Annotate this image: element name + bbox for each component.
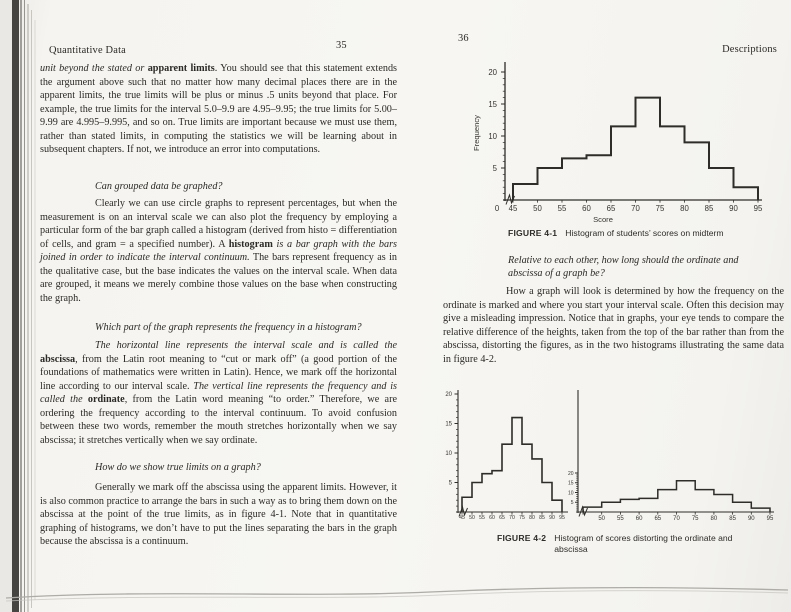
text-run: histogram [228, 238, 273, 250]
chart-tick-label: 80 [529, 515, 535, 521]
chart-tick-label: 5 [448, 480, 452, 487]
histogram-outline [462, 418, 562, 512]
text-run: apparent limits [147, 63, 215, 74]
figure-4-2-left-histogram [445, 390, 568, 521]
chart-tick-label: 90 [729, 204, 738, 213]
chart-tick-label: 95 [559, 515, 565, 521]
text-run: ordinate [87, 394, 125, 405]
chart-tick-label: 20 [488, 67, 497, 77]
chart-tick-label: 65 [499, 515, 505, 521]
chart-tick-label: 65 [654, 516, 662, 522]
chart-tick-label: 60 [635, 516, 643, 522]
page-curl-line [6, 591, 788, 601]
spine-shadow [12, 0, 19, 612]
chart-tick-label: 70 [509, 515, 515, 521]
chart-tick-label: 10 [445, 451, 452, 458]
question-ordinate-length: Relative to each other, how long should the ordinate and abscissa of a graph be? [508, 255, 739, 279]
figure-4-2-caption-text: Histogram of scores distorting the ordinate and abscissa [554, 533, 733, 554]
x-axis-title: Score [593, 215, 613, 224]
text-run: . You should see that this statement extends the argument above such that no matter how many decimal places there are in the apparent limits, the true limits will be plus or minus .5 units beyond that place. For example, the true limits for the interval 5.0–9.9 are 4.95–9.95; the true limits for 5.00–9.99 are 4.995–9.995, and so on. True limits are important because we must use them, rather than stated limits, in computing the statistics we will be learning about in subsequent chapters. If not, we introduce an error into computations. [40, 63, 398, 155]
chart-tick-label: 50 [469, 515, 475, 521]
chart-tick-label: 15 [567, 480, 574, 487]
text-run: Generally we mark off the abscissa using the apparent limits. However, it is also common practice to arrange the bars in such a way as to bring them down on the abscissa at the point of the true limits, as in figure 4-1. Note that in quantitative graphing of histograms, we don’t have to put the lines separating the bars in the graph because the abscissa is a continuum. [40, 482, 397, 547]
question-grouped-data: Can grouped data be graphed? [95, 181, 223, 192]
figure-4-2-caption [497, 533, 737, 554]
right-running-head: Descriptions [722, 44, 777, 55]
chart-tick-label: 45 [459, 515, 465, 521]
text-run: Clearly we can use circle graphs to represent percentages, but when the measurement is on an interval scale we can also plot the frequency by employing a particular form of the bar graph called a histogram (derived from histo = differentiation of cells, and gram = a specified number). A [40, 198, 397, 250]
chart-tick-label: 10 [567, 490, 574, 497]
chart-tick-label: 0 [494, 204, 500, 213]
page-curl [6, 588, 788, 601]
axis-break [459, 507, 468, 517]
histogram-outline [583, 481, 770, 512]
text-run: , from the Latin root meaning to “cut or mark off” (a good portion of the foundations of mathematics were written in Latin). Hence, we mark off the horizontal line according to our interval scale. [40, 353, 397, 392]
chart-tick-label: 60 [489, 515, 495, 521]
chart-tick-label: 20 [567, 470, 574, 477]
paragraph-true-limits [40, 62, 397, 157]
paragraph-apparent-limits [40, 481, 397, 549]
chart-tick-label: 80 [710, 516, 718, 522]
chart-tick-label: 10 [488, 131, 497, 141]
text-run: How a graph will look is determined by how the frequency on the ordinate is marked and where you start your interval scale. Often this decision may give a misleading impression. Notice that in graphs, your eye tends to compare the relative difference of the heights, taken from the top of the bar rather than from the abscissa, distorting the figures, as in the two histograms illustrating the same data in figure 4-2. [443, 286, 784, 365]
text-run: , from the Latin word meaning “to order.” Therefore, we are ordering the frequency according to the interval continuum. To avoid confusion between these two words, remember the mouth stretches horizontally when we say abscissa; it stretches vertically when we say ordinate. [40, 394, 397, 446]
chart-tick-label: 80 [680, 204, 689, 213]
chart-tick-label: 65 [606, 204, 616, 213]
chart-tick-label: 95 [766, 516, 774, 522]
chart-tick-label: 70 [631, 204, 640, 213]
left-page-title: Quantitative Data [49, 45, 126, 56]
chart-tick-label: 85 [539, 515, 545, 521]
figure-4-2-right-histogram [568, 390, 774, 522]
paragraph-graph-distortion [443, 285, 784, 366]
scan-margin [0, 0, 12, 612]
chart-tick-label: 75 [655, 204, 665, 213]
text-run: abscissa [40, 353, 76, 365]
text-run: unit beyond the stated or [40, 63, 148, 74]
figure-4-2-caption-label: FIGURE 4-2 [497, 533, 547, 543]
chart-tick-label: 85 [704, 204, 714, 213]
axis-break [506, 195, 515, 205]
chart-tick-label: 5 [570, 500, 574, 507]
figure-4-1-caption-text: Histogram of students’ scores on midterm [565, 228, 724, 238]
chart-tick-label: 5 [492, 163, 497, 173]
chart-tick-label: 15 [445, 421, 452, 428]
chart-tick-label: 85 [729, 516, 736, 522]
figure-4-1-histogram [472, 62, 763, 224]
chart-tick-label: 55 [617, 516, 624, 522]
chart-tick-label: 50 [533, 204, 542, 213]
y-axis-title: Frequency [472, 115, 481, 151]
chart-tick-label: 50 [598, 516, 606, 522]
left-running-head [49, 40, 126, 58]
question-frequency-part: Which part of the graph represents the frequency in a histogram? [95, 322, 362, 333]
text-run: The bars represent frequency as in the qualitative case, but the base indicates the values on the interval scale. When data are grouped, it means we merely combine those values on the base when constructing the graph. [40, 252, 397, 304]
left-page-number: 35 [336, 40, 347, 51]
page-curl-line [6, 588, 788, 598]
book-spine [0, 0, 35, 612]
chart-tick-label: 70 [673, 516, 680, 522]
text-run: is a bar graph with the bars joined in order to indicate the interval continuum. [40, 238, 398, 263]
right-page-number: 36 [458, 33, 469, 44]
chart-tick-label: 20 [445, 392, 452, 399]
chart-tick-label: 15 [488, 99, 497, 109]
chart-tick-label: 75 [519, 515, 525, 521]
question-true-limits: How do we show true limits on a graph? [95, 462, 261, 473]
chart-tick-label: 95 [753, 204, 763, 213]
chart-tick-label: 60 [582, 204, 591, 213]
axis-break [579, 507, 588, 517]
text-run: The vertical line represents the frequency and is called the [40, 380, 397, 405]
chart-tick-label: 45 [508, 204, 518, 213]
chart-tick-label: 90 [747, 516, 755, 522]
chart-tick-label: 55 [479, 515, 485, 521]
figure-4-1-caption [508, 228, 778, 239]
chart-tick-label: 55 [557, 204, 567, 213]
chart-tick-label: 75 [691, 516, 699, 522]
figure-4-1-caption-label: FIGURE 4-1 [508, 228, 558, 238]
chart-tick-label: 90 [549, 515, 555, 521]
paragraph-histogram-definition [40, 197, 397, 305]
text-run: The horizontal line represents the interval scale and is called the [95, 340, 397, 351]
histogram-outline [513, 98, 758, 200]
paragraph-abscissa-ordinate [40, 339, 397, 447]
